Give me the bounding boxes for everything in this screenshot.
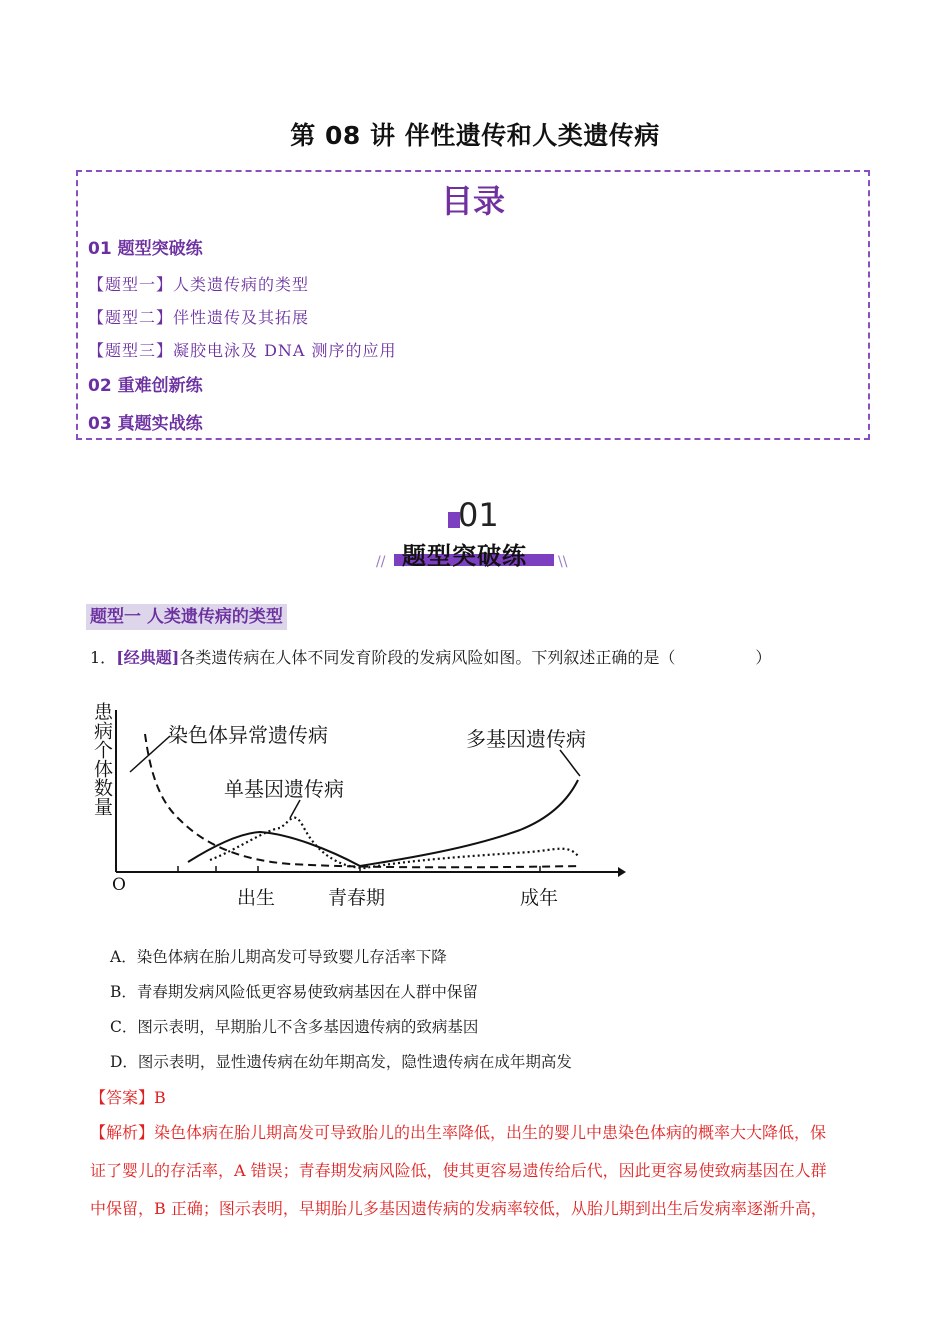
option-b[interactable]: B．青春期发病风险低更容易使致病基因在人群中保留 (110, 983, 478, 1001)
y-axis-label: 患病个体数量 (91, 702, 113, 816)
analysis-line-1 (90, 1120, 870, 1143)
series-chromosomal-line (145, 734, 580, 867)
toc-subitem-1[interactable]: 【题型一】人类遗传病的类型 (88, 275, 310, 294)
question-tag: [经典题] (116, 648, 180, 667)
badge-slash-right: \\ (558, 554, 568, 570)
origin-label: O (112, 875, 126, 895)
toc-heading: 目录 (440, 182, 505, 220)
question-text: 各类遗传病在人体不同发育阶段的发病风险如图。下列叙述正确的是（ ） (179, 648, 772, 667)
analysis-line-2: 证了婴儿的存活率，A 错误；青春期发病风险低，使其更容易遗传给后代，因此更容易使致病基因在人群 (90, 1161, 827, 1180)
legend-single-gene: 单基因遗传病 (224, 777, 344, 801)
answer-label: 【答案】 (90, 1088, 155, 1107)
section-badge (370, 494, 580, 584)
leader-chromosomal (130, 736, 170, 772)
leader-single-gene (290, 800, 300, 818)
toc-section-3[interactable]: 03 真题实战练 (88, 414, 203, 434)
question-number: 1． (90, 648, 117, 667)
analysis-line-3: 中保留，B 正确；图示表明，早期胎儿多基因遗传病的发病率较低，从胎儿期到出生后发病率逐渐升高， (90, 1199, 827, 1218)
analysis-label: 【解析】 (90, 1123, 155, 1142)
disease-risk-chart (90, 690, 630, 920)
toc-section-2[interactable]: 02 重难创新练 (88, 376, 203, 396)
question-1-stem (90, 645, 771, 668)
toc-subitem-2[interactable]: 【题型二】伴性遗传及其拓展 (88, 308, 310, 327)
legend-polygenic: 多基因遗传病 (466, 727, 586, 751)
analysis-text-1: 染色体病在胎儿期高发可导致胎儿的出生率降低，出生的婴儿中患染色体病的概率大大降低，保 (154, 1123, 827, 1142)
x-label-birth: 出生 (237, 887, 276, 909)
legend-chromosomal: 染色体异常遗传病 (168, 723, 328, 747)
toc-subitem-3[interactable]: 【题型三】凝胶电泳及 DNA 测序的应用 (88, 341, 397, 360)
x-label-puberty: 青春期 (328, 887, 386, 909)
question-type-heading: 题型一 人类遗传病的类型 (86, 604, 287, 630)
option-a[interactable]: A．染色体病在胎儿期高发可导致婴儿存活率下降 (110, 948, 447, 966)
option-d[interactable]: D．图示表明，显性遗传病在幼年期高发，隐性遗传病在成年期高发 (110, 1053, 572, 1071)
badge-slash-left: // (376, 554, 386, 570)
answer-value: B (154, 1088, 166, 1107)
badge-text: 题型突破练 (402, 542, 527, 570)
answer (90, 1085, 166, 1108)
table-of-contents (76, 170, 870, 440)
leader-polygenic (560, 750, 580, 776)
page-title: 第 08 讲 伴性遗传和人类遗传病 (290, 121, 660, 150)
badge-number: 01 (458, 496, 499, 534)
option-c[interactable]: C．图示表明，早期胎儿不含多基因遗传病的致病基因 (110, 1018, 479, 1036)
x-axis-arrow (618, 867, 626, 877)
x-label-adult: 成年 (520, 887, 559, 909)
toc-section-1[interactable]: 01 题型突破练 (88, 239, 203, 259)
